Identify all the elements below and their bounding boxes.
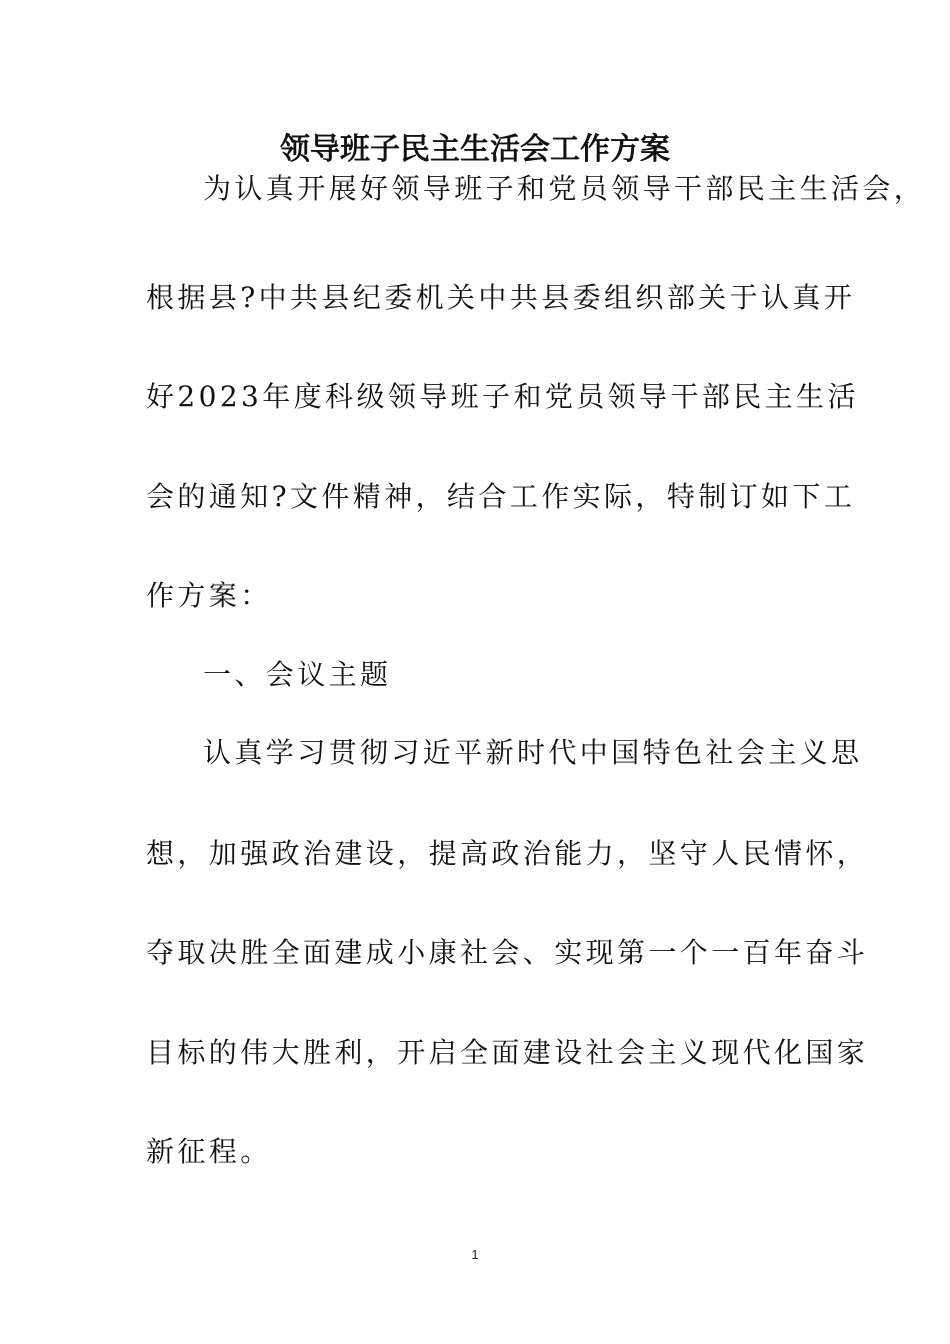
paragraph-line: 会的通知?文件精神，结合工作实际，特制订如下工 (146, 480, 856, 513)
page-number: 1 (471, 1247, 479, 1262)
paragraph-line: 目标的伟大胜利，开启全面建设社会主义现代化国家 (146, 1036, 869, 1069)
paragraph-line: 为认真开展好领导班子和党员领导干部民主生活会， (203, 172, 926, 205)
paragraph-line: 夺取决胜全面建成小康社会、实现第一个一百年奋斗 (146, 936, 869, 969)
document-title: 领导班子民主生活会工作方案 (280, 132, 670, 167)
paragraph-line: 作方案： (146, 579, 272, 612)
paragraph-line: 认真学习贯彻习近平新时代中国特色社会主义思 (203, 736, 863, 769)
paragraph-line: 好2023年度科级领导班子和党员领导干部民主生活 (146, 380, 859, 413)
section-heading: 一、会议主题 (203, 658, 392, 691)
paragraph-line: 新征程。 (146, 1135, 272, 1168)
paragraph-line: 想，加强政治建设，提高政治能力，坚守人民情怀， (146, 837, 869, 870)
paragraph-line: 根据县?中共县纪委机关中共县委组织部关于认真开 (146, 281, 856, 314)
